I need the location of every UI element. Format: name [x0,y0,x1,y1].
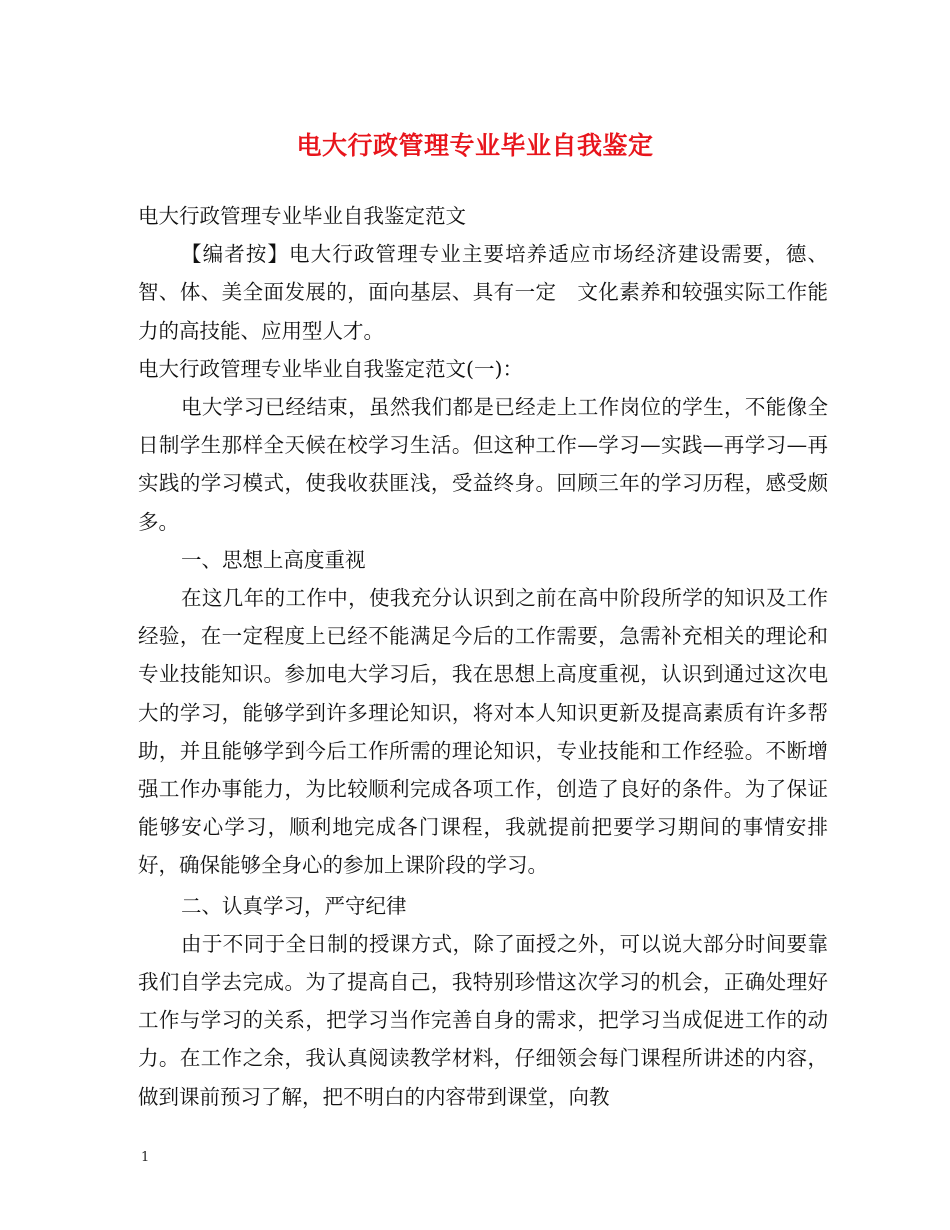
document-title: 电大行政管理专业毕业自我鉴定 [296,131,654,160]
paragraph-section-1: 在这几年的工作中，使我充分认识到之前在高中阶段所学的知识及工作经验，在一定程度上已经不能满足今后的工作需要，急需补充相关的理论和专业技能知识。参加电大学习后，我在思想上高度重视，认识到通过这次电大的学习，能够学到许多理论知识，将对本人知识更新及提高素质有许多帮助，并且能够学到今后工作所需的理论知识，专业技能和工作经验。不断增强工作办事能力，为比较顺利完成各项工作，创造了良好的条件。为了保证能够安心学习，顺利地完成各门课程，我就提前把要学习期间的事情安排好，确保能够全身心的参加上课阶段的学习。 [138,586,828,878]
paragraph-sample-heading: 电大行政管理专业毕业自我鉴定范文(一)： [138,356,523,381]
page-number: 1 [141,1150,150,1165]
paragraph-intro: 电大学习已经结束，虽然我们都是已经走上工作岗位的学生，不能像全日制学生那样全天候在校学习生活。但这种工作—学习—实践—再学习—再实践的学习模式，使我收获匪浅，受益终身。回顾三年的学习历程，感受颇多。 [138,395,828,534]
paragraph-subtitle: 电大行政管理专业毕业自我鉴定范文 [138,204,466,228]
paragraph-section-2: 由于不同于全日制的授课方式，除了面授之外，可以说大部分时间要靠我们自学去完成。为了提高自己，我特别珍惜这次学习的机会，正确处理好工作与学习的关系，把学习当作完善自身的需求，把学习当成促进工作的动力。在工作之余，我认真阅读教学材料，仔细领会每门课程所讲述的内容，做到课前预习了解，把不明白的内容带到课堂，向教 [138,931,828,1109]
document-body [138,197,828,1116]
section-heading-2: 二、认真学习，严守纪律 [181,893,407,918]
paragraph-editor-note: 【编者按】电大行政管理专业主要培养适应市场经济建设需要，德、智、体、美全面发展的，面向基层、具有一定 文化素养和较强实际工作能力的高技能、应用型人才。 [138,242,828,343]
section-heading-1: 一、思想上高度重视 [181,547,366,572]
